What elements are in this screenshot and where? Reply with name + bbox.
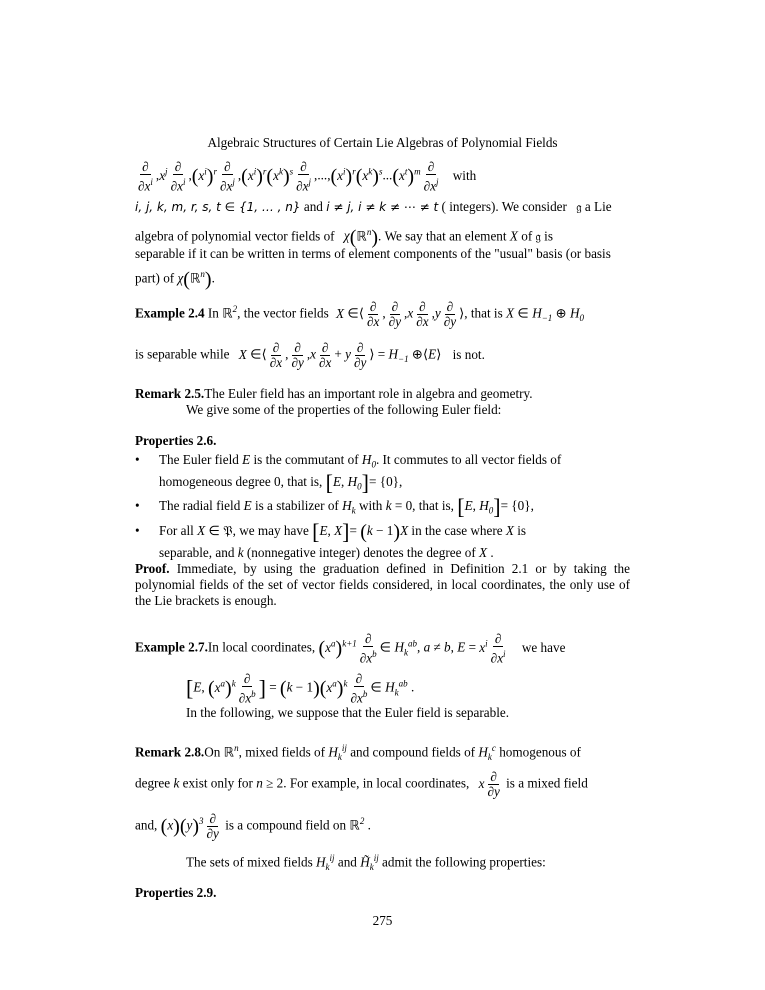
properties-2-6: Properties 2.6. bbox=[135, 433, 217, 448]
page-number: 275 bbox=[372, 913, 393, 928]
example-2-4: Example 2.4 In ℝ$^2$, the vector fields X ∈⟨ $\frac{\partial}{\partial x}$ , $\frac{\partial}{\partial y}$ ,x $\frac{\partial}{\partial x}$ ,y $\frac{\partial}{\partial y}$ ⟩, that is X ∈ $H_{-1}$ ⊕ $H_0$ bbox=[135, 299, 584, 329]
bullet: • bbox=[135, 452, 140, 467]
properties-2-9: Properties 2.9. bbox=[135, 885, 217, 900]
sets-line: The sets of mixed fields $H_k^{ij}$ and $H̃_k^{ij}$ admit the following properties: bbox=[186, 853, 546, 873]
remark-2-5-cont: We give some of the properties of the following Euler field: bbox=[186, 402, 502, 417]
proof-paragraph: Proof. Immediate, by using the graduation defined in Definition 2.1 or by taking the polynomial fields of the set of vector fields considered, in local coordinates, the only use of the Lie brackets is enough. bbox=[135, 561, 630, 608]
formula-basis-list: $\frac{\partial}{\partial x^i}$ $,x^j$ $\frac{\partial}{\partial x^i}$ $,(x^i)^r$ $\frac{\partial}{\partial x^j}$ $,(x^i)^r(x^k)^s$ $\frac{\partial}{\partial x^j}$ $,...,(x^i)^r(x^k)^s...(x^t)^m$ $\frac{\partial}{\partial x^j}$ with bbox=[138, 159, 477, 194]
bullet: • bbox=[135, 498, 140, 513]
text-line: part) of χ(ℝ$^n$). bbox=[135, 268, 215, 291]
remark-2-8: Remark 2.8.On ℝ$^n$, mixed fields of $H_k^{ij}$ and compound fields of $H_k^c$ homogenous of bbox=[135, 743, 581, 763]
example-2-7-formula: [E, $(x^a)^k$ $\frac{\partial}{\partial x^b}$ ] = $(k - 1)(x^a)^k$ $\frac{\partial}{\partial x^b}$ ∈ $H_k^{ab}$ . bbox=[186, 671, 415, 706]
text-line: separable if it can be written in terms of element components of the "usual" basis (or basis bbox=[135, 246, 611, 261]
remark-2-8-cont2: and, $(x)(y)^3$ $\frac{\partial}{\partial y}$ is a compound field on ℝ$^2$ . bbox=[135, 811, 371, 841]
bullet-3-cont: separable, and k (nonnegative integer) denotes the degree of X . bbox=[159, 545, 494, 560]
remark-2-8-cont: degree k exist only for n ≥ 2. For example, in local coordinates, x $\frac{\partial}{\partial y}$ is a mixed field bbox=[135, 769, 588, 799]
bullet-3: For all X ∈ 𝔓, we may have [E, X]= (k − 1)X in the case where X is bbox=[159, 518, 527, 544]
example-2-7: Example 2.7.In local coordinates, $(x^a)^{k+1}$ $\frac{\partial}{\partial x^b}$ ∈ $H_k^{ab}$, a ≠ b, $E = x^i$ $\frac{\partial}{\partial x^i}$ we have bbox=[135, 631, 566, 666]
example-2-7-follow: In the following, we suppose that the Euler field is separable. bbox=[186, 705, 510, 720]
running-header: Algebraic Structures of Certain Lie Algebras of Polynomial Fields bbox=[207, 135, 558, 150]
bullet: • bbox=[135, 523, 140, 538]
bullet-2: The radial field E is a stabilizer of $H_k$ with k = 0, that is, [E, $H_0]= \{0\}$, bbox=[159, 493, 534, 519]
bullet-1: The Euler field E is the commutant of $H_0$. It commutes to all vector fields of bbox=[159, 452, 562, 470]
indices-line: i, j, k, m, r, s, t ∈ {1, … , n} and i ≠ j, i ≠ k ≠ ⋯ ≠ t ( integers). We consider 𝔤 a Lie bbox=[135, 199, 612, 214]
example-2-4-cont: is separable while X ∈⟨ $\frac{\partial}{\partial x}$ , $\frac{\partial}{\partial y}$ ,x $\frac{\partial}{\partial x}$ + y $\frac{\partial}{\partial y}$ ⟩ = $H_{-1}$ ⊕⟨E⟩ is not. bbox=[135, 340, 485, 370]
text-line: algebra of polynomial vector fields of χ(ℝ$^n$). We say that an element X of 𝔤 is bbox=[135, 226, 553, 249]
bullet-1-cont: homogeneous degree 0, that is, [E, $H_0]= \{0\}$, bbox=[159, 469, 403, 495]
remark-2-5: Remark 2.5.The Euler field has an important role in algebra and geometry. bbox=[135, 386, 533, 401]
